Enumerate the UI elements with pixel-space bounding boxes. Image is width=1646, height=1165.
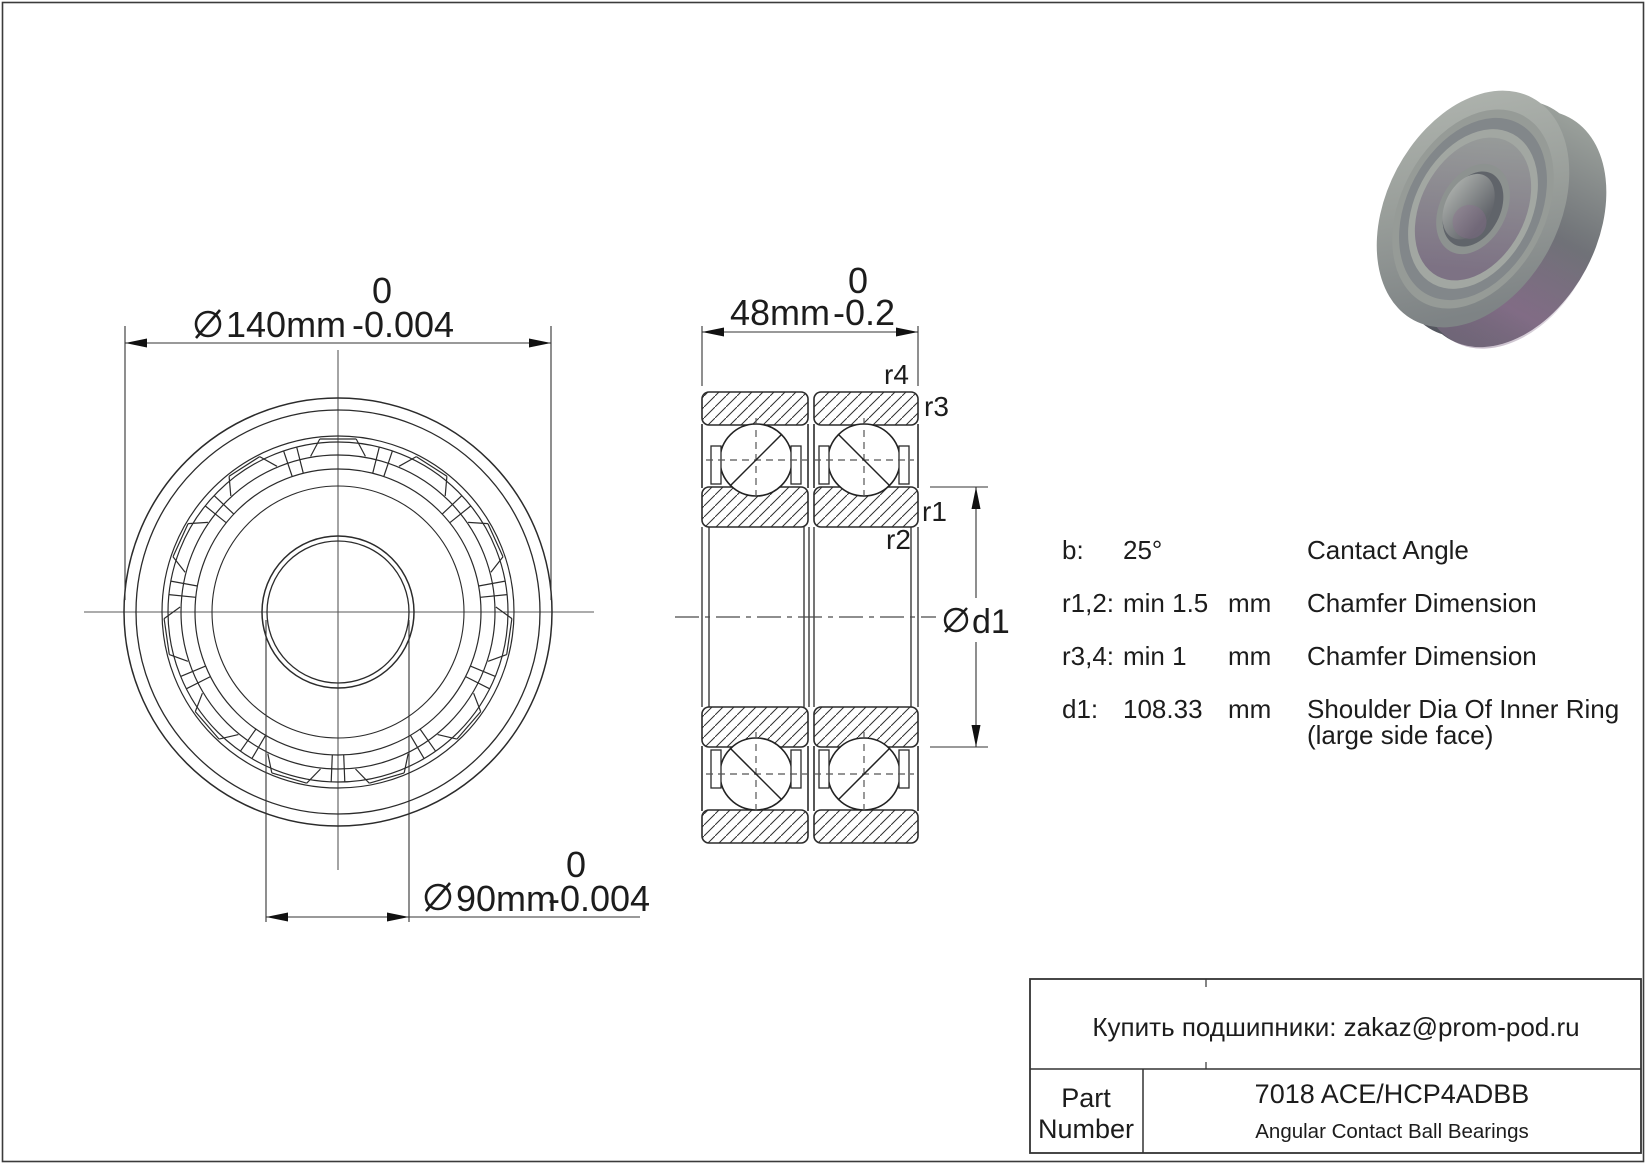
arrowhead-right-icon bbox=[896, 328, 918, 337]
d1-dim-label: d1 bbox=[972, 603, 1010, 641]
spec-unit: mm bbox=[1228, 588, 1272, 618]
spec-desc: Shoulder Dia Of Inner Ring bbox=[1307, 694, 1620, 724]
spec-desc: Chamfer Dimension bbox=[1307, 641, 1537, 671]
spec-desc: Chamfer Dimension bbox=[1307, 588, 1537, 618]
arrowhead-left-icon bbox=[702, 328, 724, 337]
bore-dim-tol-upper: 0 bbox=[566, 844, 587, 885]
bore-dim-value: 90mm bbox=[456, 878, 557, 919]
arrowhead-right-icon bbox=[387, 913, 409, 922]
spec-value: min 1.5 bbox=[1123, 588, 1209, 618]
width-dim-tol-lower: -0.2 bbox=[833, 292, 896, 333]
spec-value: min 1 bbox=[1123, 641, 1187, 671]
bore-dimension bbox=[266, 620, 650, 922]
part-label-line2: Number bbox=[1037, 1114, 1135, 1144]
section-view bbox=[675, 260, 1018, 843]
arrowhead-up-icon bbox=[972, 487, 981, 509]
width-dim-value: 48mm bbox=[730, 292, 831, 333]
spec-table bbox=[1062, 535, 1619, 750]
part-number: 7018 ACE/HCP4ADBB bbox=[1254, 1079, 1530, 1109]
spec-desc: Cantact Angle bbox=[1307, 535, 1469, 565]
spec-value: 108.33 bbox=[1123, 694, 1203, 724]
spec-desc-line2: (large side face) bbox=[1307, 720, 1494, 750]
width-dim-tol-upper: 0 bbox=[848, 260, 869, 301]
od-dim-value: 140mm bbox=[226, 304, 347, 345]
arrowhead-left-icon bbox=[266, 913, 288, 922]
diameter-symbol-icon bbox=[196, 310, 220, 338]
arrowhead-right-icon bbox=[529, 339, 551, 348]
chamfer-label-r3: r3 bbox=[924, 391, 949, 422]
arrowhead-left-icon bbox=[125, 339, 147, 348]
spec-value: 25° bbox=[1123, 535, 1163, 565]
part-label-line1: Part bbox=[1061, 1083, 1111, 1113]
chamfer-label-r1: r1 bbox=[922, 496, 947, 527]
od-dim-tol-lower: -0.004 bbox=[352, 304, 455, 345]
bearing-photo bbox=[1338, 57, 1645, 380]
contact-text: Купить подшипники: zakaz@prom-pod.ru bbox=[1092, 1012, 1580, 1042]
spec-unit: mm bbox=[1228, 641, 1272, 671]
spec-param: b: bbox=[1062, 535, 1084, 565]
front-view bbox=[84, 270, 650, 922]
bearing-type: Angular Contact Ball Bearings bbox=[1255, 1120, 1529, 1143]
arrowhead-down-icon bbox=[972, 725, 981, 747]
spec-param: r3,4: bbox=[1062, 641, 1115, 671]
title-block bbox=[1030, 979, 1641, 1153]
spec-param: d1: bbox=[1062, 694, 1099, 724]
od-dim-tol-upper: 0 bbox=[372, 270, 393, 311]
bore-dim-tol-lower: -0.004 bbox=[548, 878, 651, 919]
chamfer-label-r2: r2 bbox=[886, 524, 911, 555]
diameter-symbol-icon bbox=[426, 883, 450, 911]
front-view-centerlines bbox=[84, 350, 594, 870]
spec-param: r1,2: bbox=[1062, 588, 1115, 618]
chamfer-label-r4: r4 bbox=[884, 359, 909, 390]
spec-unit: mm bbox=[1228, 694, 1272, 724]
